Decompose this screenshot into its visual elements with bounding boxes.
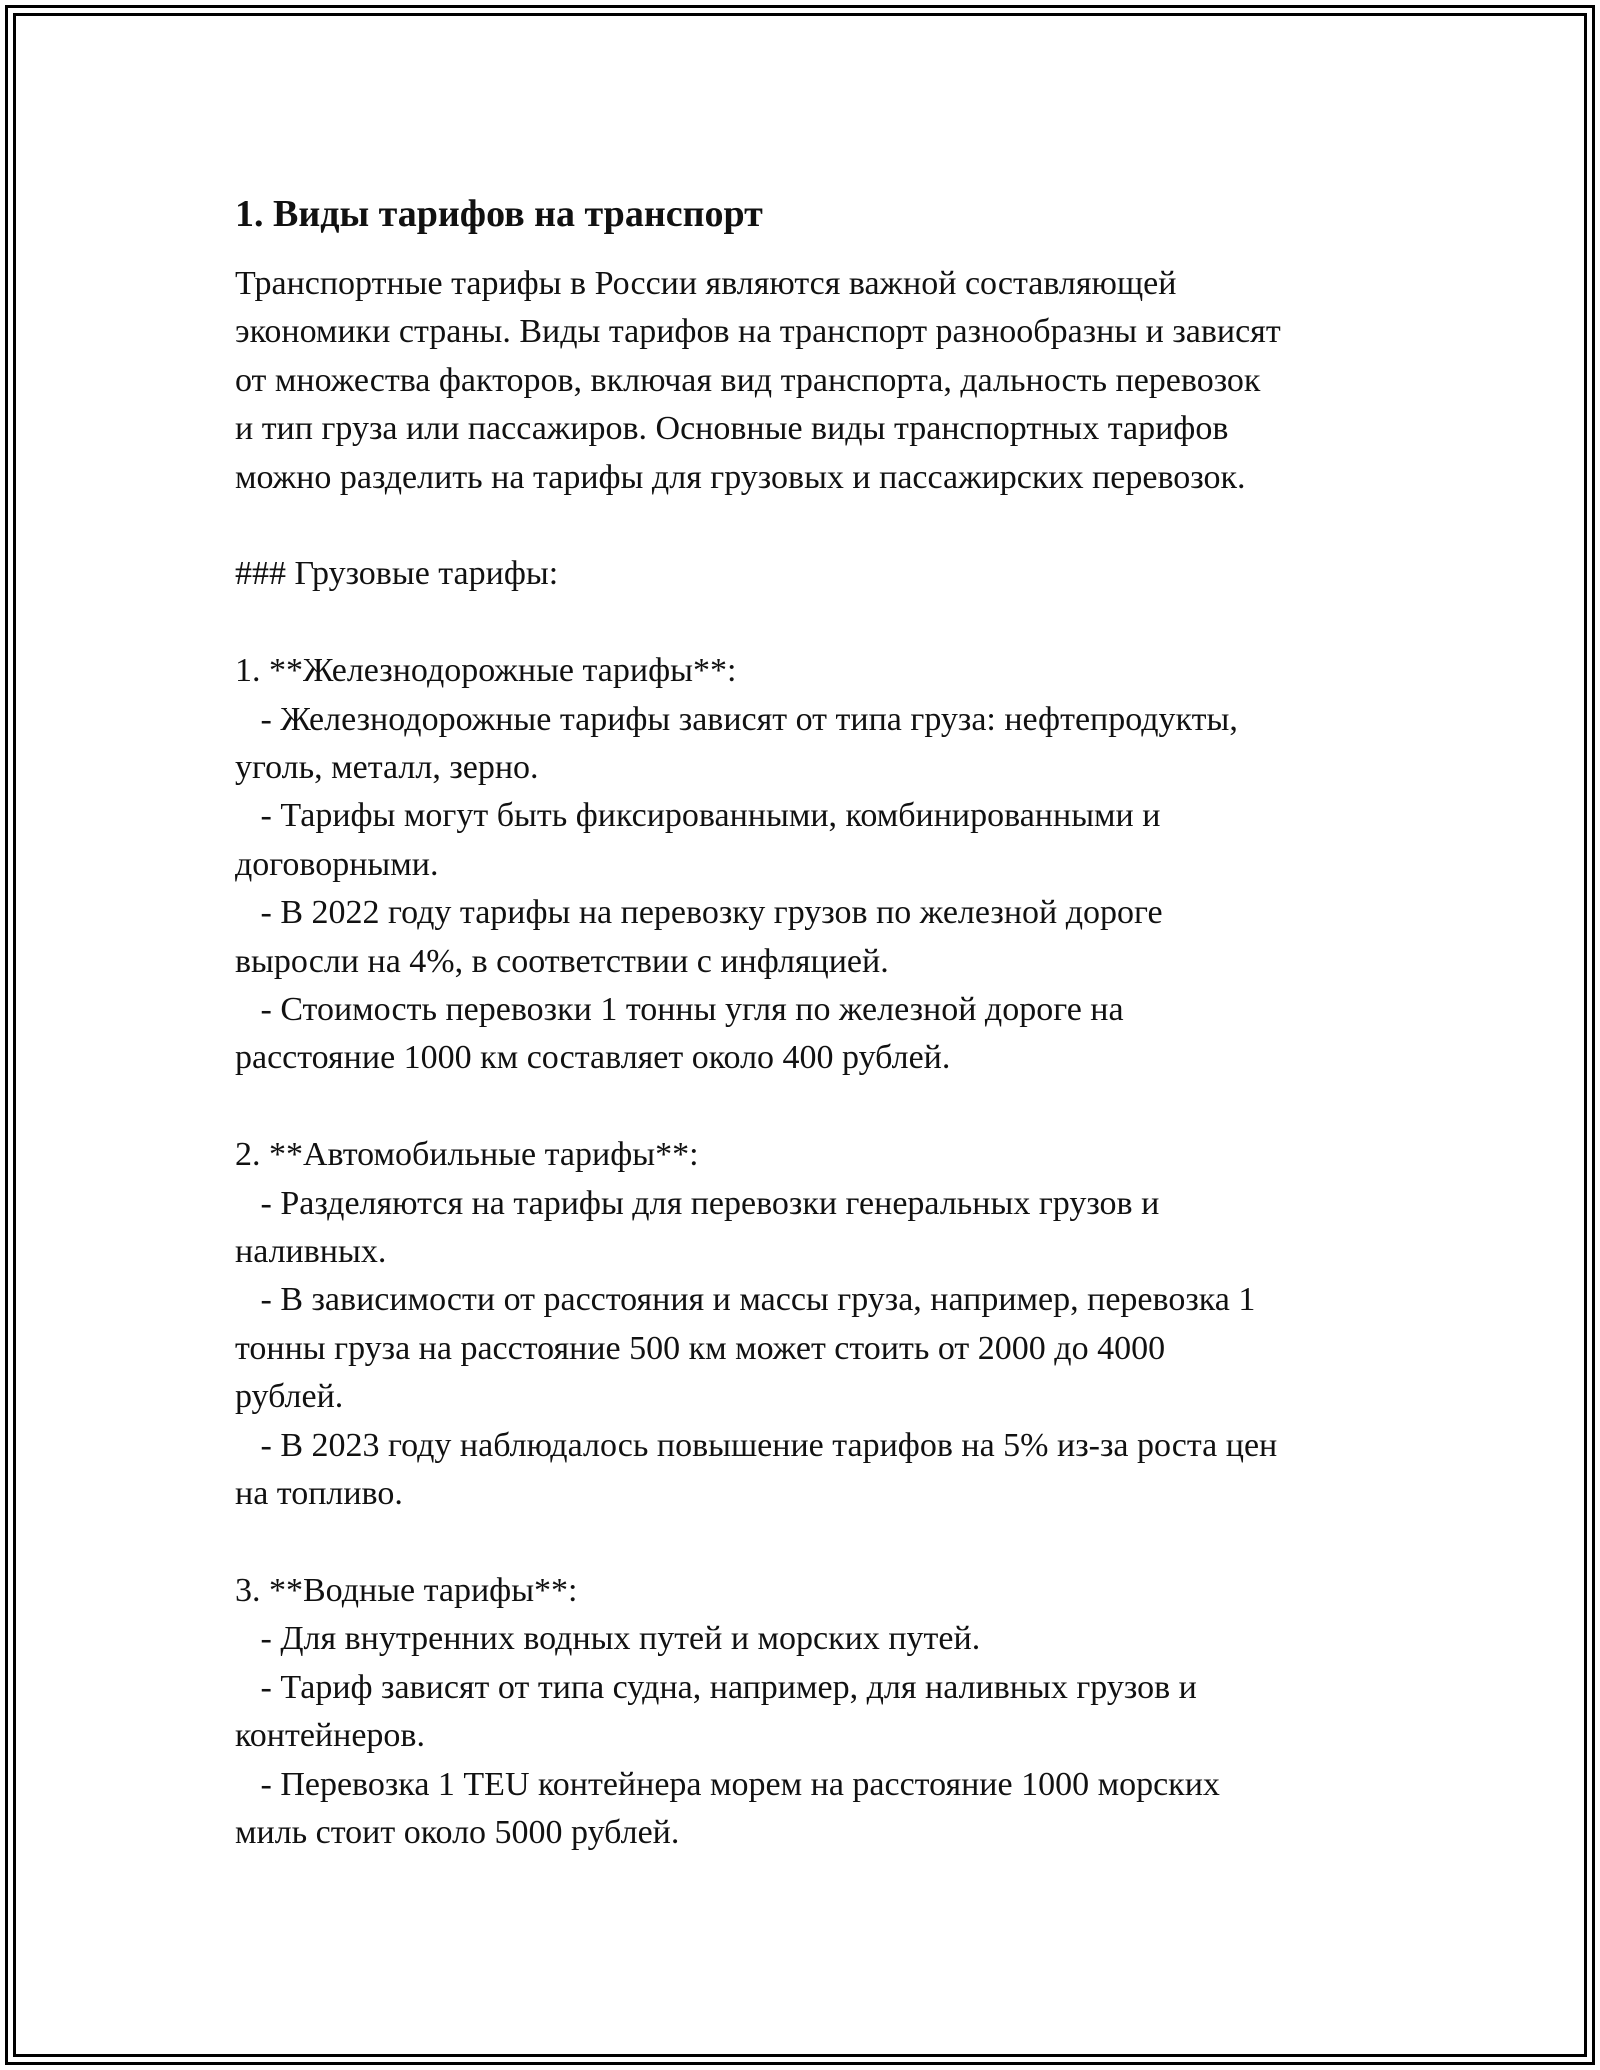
intro-line: Транспортные тарифы в России являются важной составляющей [235, 265, 1177, 302]
list-item-water [235, 1567, 1395, 1857]
section-heading: ### Грузовые тарифы: [235, 555, 559, 593]
spacer [235, 1083, 1395, 1131]
document-body [235, 188, 1395, 1857]
intro-paragraph [235, 260, 1395, 502]
intro-line: экономики страны. Виды тарифов на транспорт разнообразны и зависят [235, 313, 1281, 351]
list-item-line: уголь, металл, зерно. [235, 749, 539, 787]
list-item-railway [235, 647, 1395, 1083]
list-item-line: договорными. [235, 845, 439, 883]
list-item-line: - Железнодорожные тарифы зависят от типа груза: нефтепродукты, [235, 700, 1238, 738]
list-item-heading: 2. **Автомобильные тарифы**: [235, 1136, 699, 1174]
list-item-road [235, 1131, 1395, 1518]
list-item-line: - В 2022 году тарифы на перевозку грузов по железной дороге [235, 894, 1163, 932]
intro-line: и тип груза или пассажиров. Основные виды транспортных тарифов [235, 410, 1229, 448]
list-item-line: - Стоимость перевозки 1 тонны угля по железной дороге на [235, 991, 1124, 1029]
list-item-line: тонны груза на расстояние 500 км может стоить от 2000 до 4000 [235, 1329, 1166, 1367]
list-item-line: миль стоит около 5000 рублей. [235, 1813, 680, 1851]
list-item-heading: 1. **Железнодорожные тарифы**: [235, 652, 737, 690]
list-item-line: рублей. [235, 1378, 344, 1416]
list-item-line: наливных. [235, 1233, 387, 1271]
list-item-line: - Перевозка 1 TEU контейнера морем на расстояние 1000 морских [235, 1765, 1220, 1803]
list-item-line: на топливо. [235, 1475, 403, 1513]
spacer [235, 502, 1395, 550]
list-item-line: - Разделяются на тарифы для перевозки генеральных грузов и [235, 1184, 1160, 1222]
spacer [235, 599, 1395, 647]
list-item-line: расстояние 1000 км составляет около 400 рублей. [235, 1039, 951, 1077]
list-item-line: - В зависимости от расстояния и массы груза, например, перевозка 1 [235, 1281, 1256, 1319]
list-item-line: - В 2023 году наблюдалось повышение тарифов на 5% из-за роста цен [235, 1426, 1278, 1464]
spacer [235, 1519, 1395, 1567]
list-item-line: контейнеров. [235, 1717, 425, 1755]
list-item-line: выросли на 4%, в соответствии с инфляцией. [235, 942, 889, 980]
intro-line: можно разделить на тарифы для грузовых и пассажирских перевозок. [235, 458, 1246, 496]
list-item-heading: 3. **Водные тарифы**: [235, 1571, 578, 1609]
list-item-line: - Тарифы могут быть фиксированными, комбинированными и [235, 797, 1161, 835]
list-item-line: - Для внутренних водных путей и морских путей. [235, 1620, 981, 1658]
document-title: 1. Виды тарифов на транспорт [235, 193, 763, 235]
list-item-line: - Тариф зависят от типа судна, например, для наливных грузов и [235, 1668, 1197, 1706]
intro-line: от множества факторов, включая вид транспорта, дальность перевозок [235, 361, 1261, 399]
